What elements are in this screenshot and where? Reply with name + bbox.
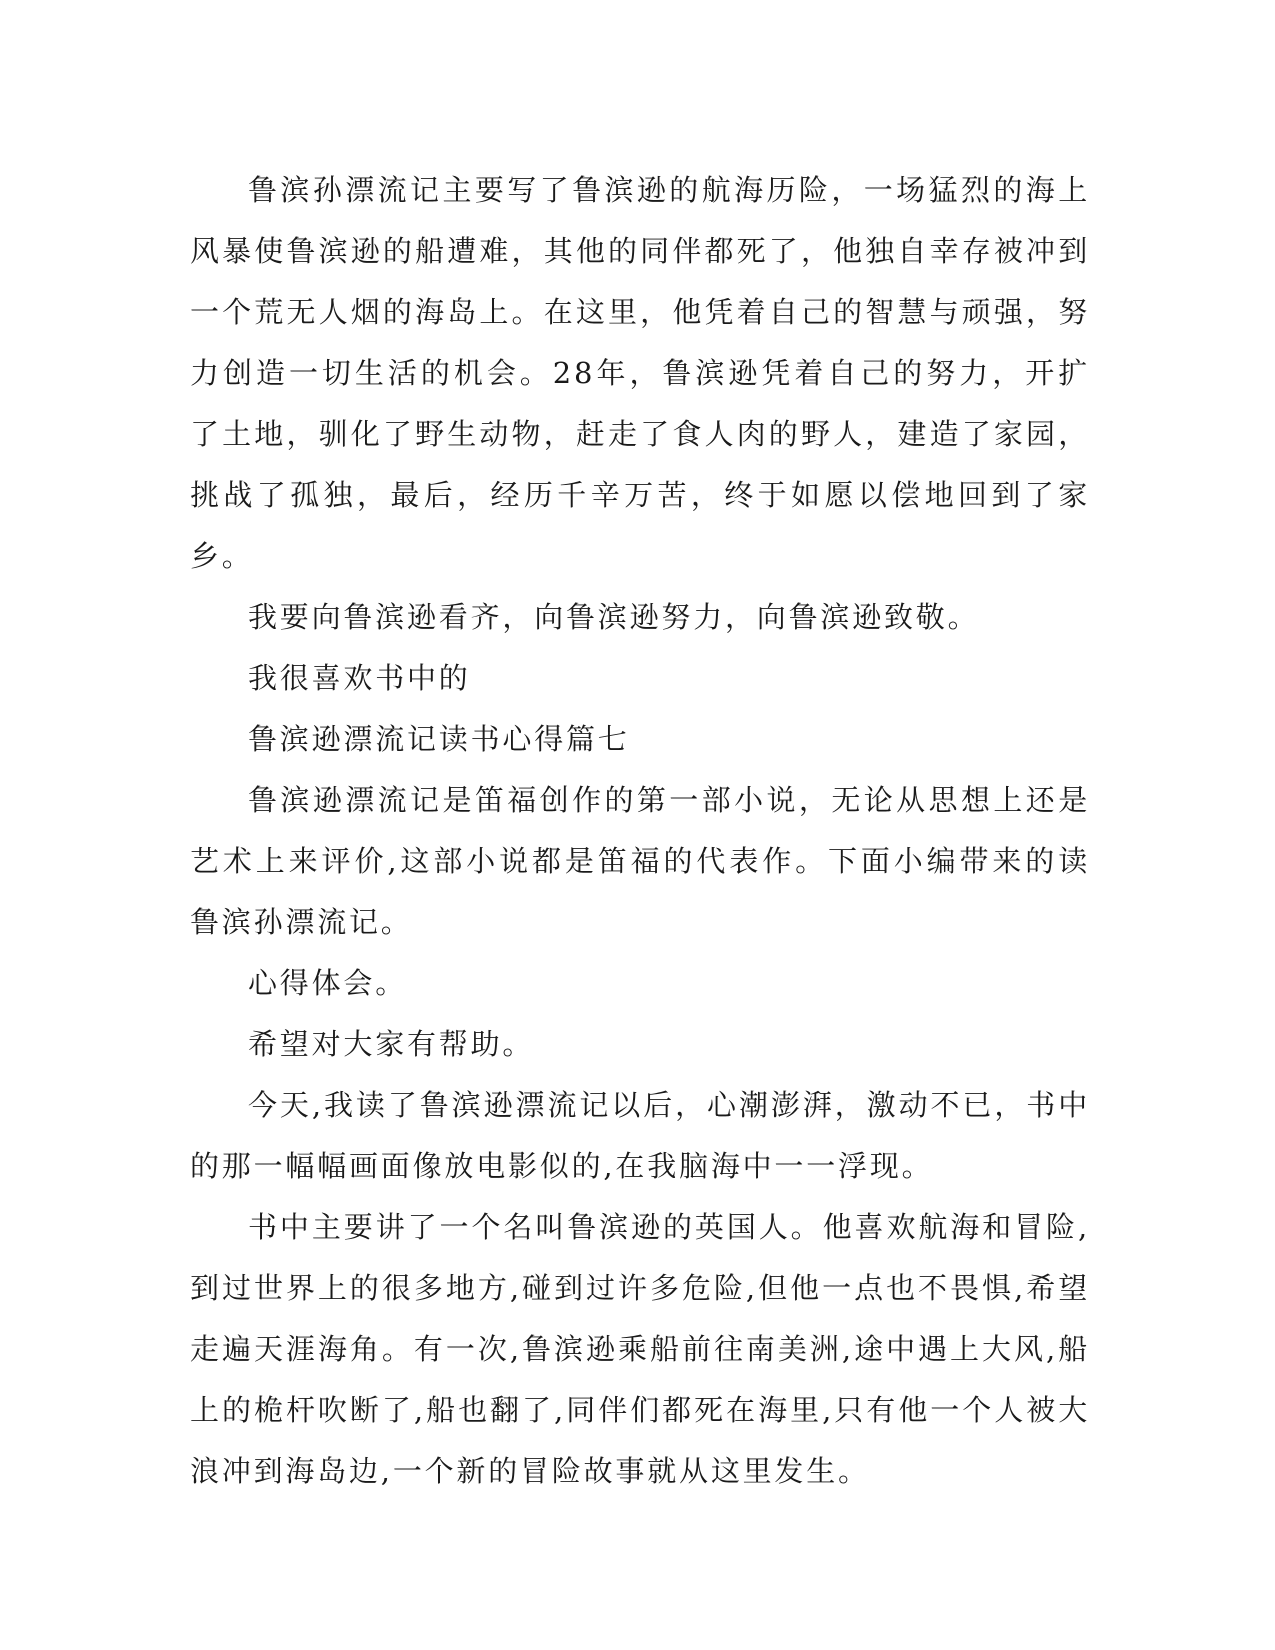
document-body: [190, 160, 1090, 1502]
paragraph-tribute: 我要向鲁滨逊看齐，向鲁滨逊努力，向鲁滨逊致敬。: [248, 600, 980, 634]
paragraph-hope: 希望对大家有帮助。: [248, 1027, 535, 1061]
paragraph-summary: 鲁滨孙漂流记主要写了鲁滨逊的航海历险，一场猛烈的海上风暴使鲁滨逊的船遭难，其他的同伴都死了，他独自幸存被冲到一个荒无人烟的海岛上。在这里，他凭着自己的智慧与顽强，努力创造一切生活的机会。28年，鲁滨逊凭着自己的努力，开扩了土地，驯化了野生动物，赶走了食人肉的野人，建造了家园，挑战了孤独，最后，经历千辛万苦，终于如愿以偿地回到了家乡。: [190, 173, 1090, 573]
paragraph-reaction: 今天,我读了鲁滨逊漂流记以后，心潮澎湃，激动不已，书中的那一幅幅画面像放电影似的,在我脑海中一一浮现。: [190, 1088, 1090, 1183]
paragraph-intro: 鲁滨逊漂流记是笛福创作的第一部小说，无论从思想上还是艺术上来评价,这部小说都是笛福的代表作。下面小编带来的读鲁滨孙漂流记。: [190, 783, 1090, 939]
paragraph-story: 书中主要讲了一个名叫鲁滨逊的英国人。他喜欢航海和冒险,到过世界上的很多地方,碰到过许多危险,但他一点也不畏惧,希望走遍天涯海角。有一次,鲁滨逊乘船前往南美洲,途中遇上大风,船上的桅杆吹断了,船也翻了,同伴们都死在海里,只有他一个人被大浪冲到海岛边,一个新的冒险故事就从这里发生。: [190, 1210, 1090, 1488]
paragraph-experience: 心得体会。: [248, 966, 408, 1000]
paragraph-fragment: 我很喜欢书中的: [248, 661, 471, 695]
section-heading: 鲁滨逊漂流记读书心得篇七: [248, 722, 630, 756]
